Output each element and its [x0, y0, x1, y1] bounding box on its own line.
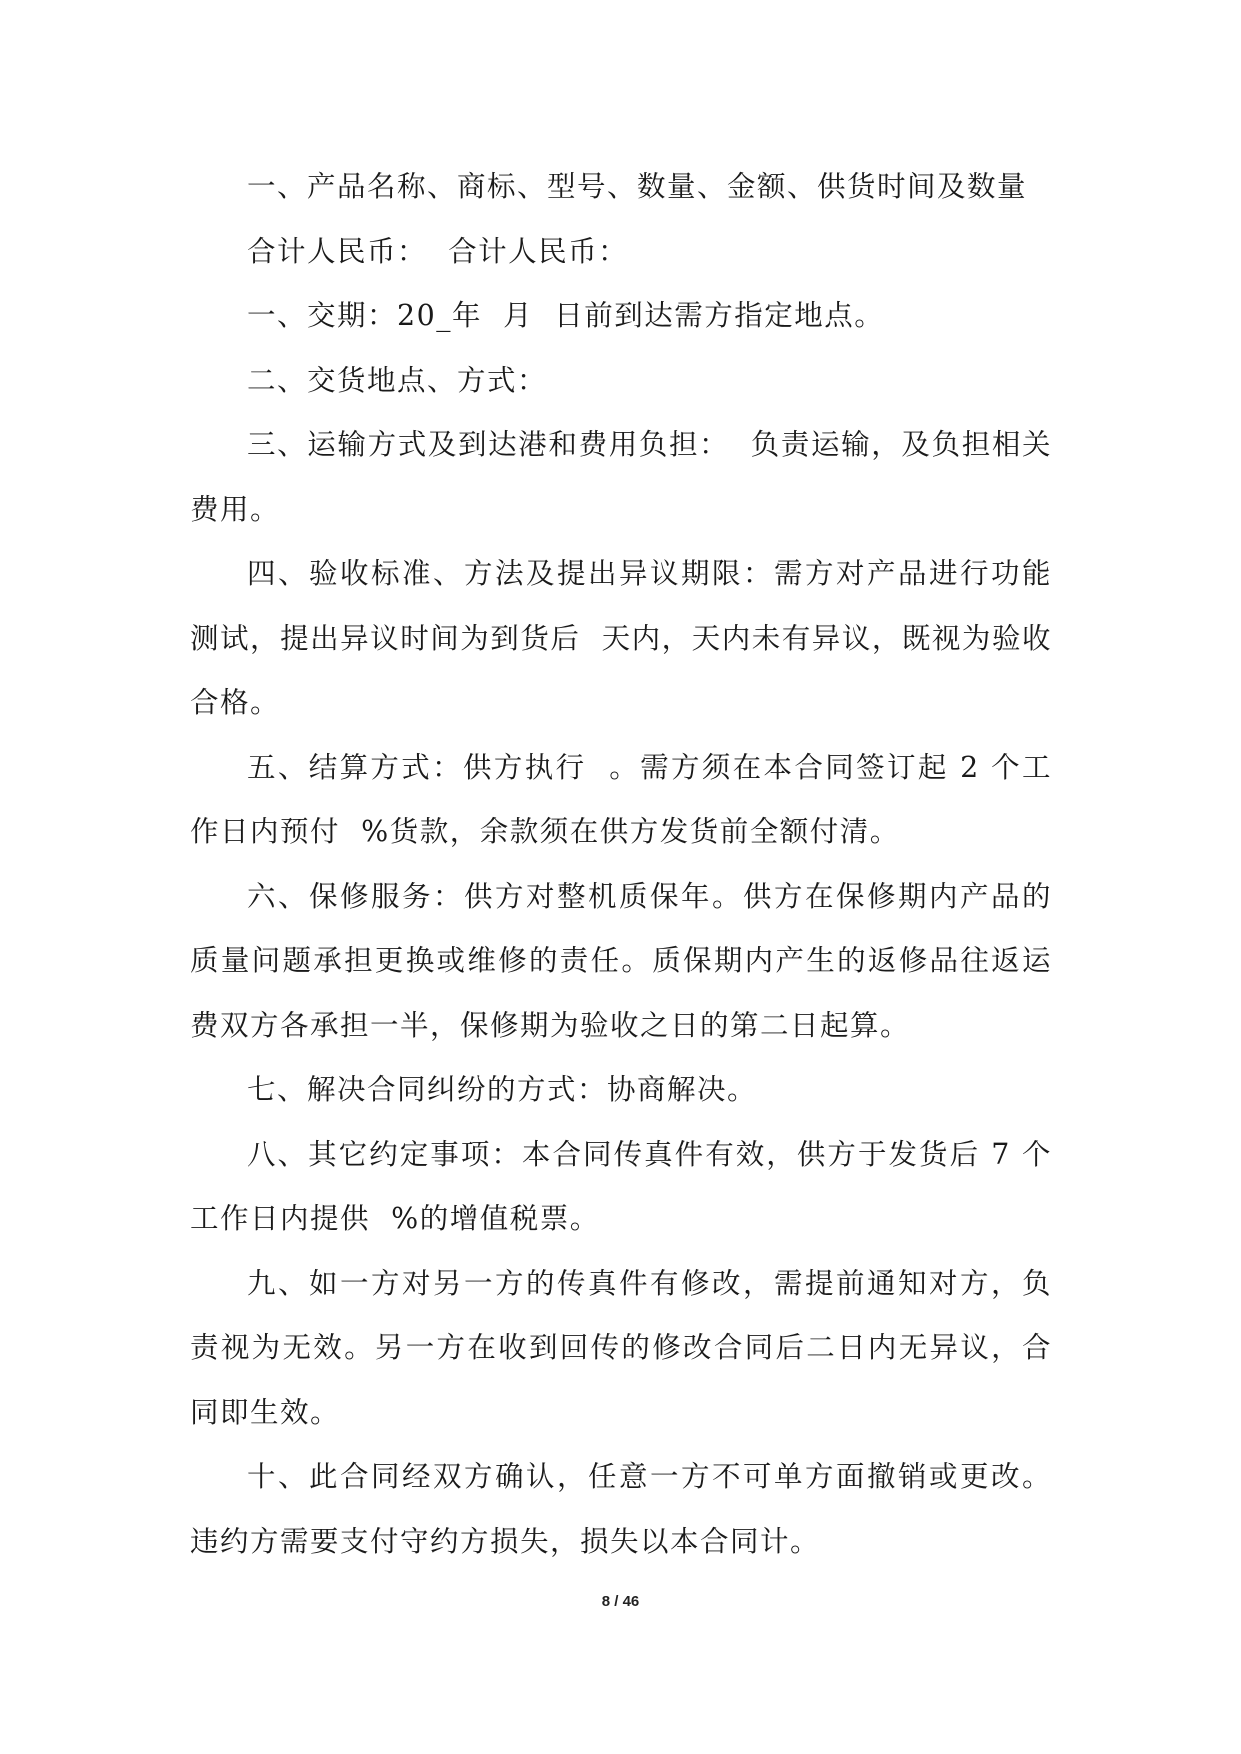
page-number: 8 / 46	[601, 1593, 640, 1610]
paragraph-acceptance: 四、验收标准、方法及提出异议期限：需方对产品进行功能测试，提出异议时间为到货后 天内，天内未有异议，既视为验收合格。	[190, 557, 1052, 719]
paragraph-delivery-place: 二、交货地点、方式：	[247, 363, 548, 397]
paragraph-product-info: 一、产品名称、商标、型号、数量、金额、供货时间及数量	[247, 170, 1028, 203]
paragraph-delivery-date: 一、交期：20_年 月 日前到达需方指定地点。	[247, 299, 885, 332]
paragraph-transport: 三、运输方式及到达港和费用负担： 负责运输，及负担相关费用。	[190, 428, 1052, 526]
document-body	[190, 155, 1052, 1574]
paragraph-confirmation: 十、此合同经双方确认，任意一方不可单方面撤销或更改。违约方需要支付守约方损失，损失以本合同计。	[190, 1460, 1052, 1558]
paragraph-fax-changes: 九、如一方对另一方的传真件有修改，需提前通知对方，负责视为无效。另一方在收到回传的修改合同后二日内无异议，合同即生效。	[190, 1266, 1052, 1429]
paragraph-total-rmb: 合计人民币： 合计人民币：	[247, 234, 629, 268]
paragraph-warranty: 六、保修服务：供方对整机质保年。供方在保修期内产品的质量问题承担更换或维修的责任。质保期内产生的返修品往返运费双方各承担一半，保修期为验收之日的第二日起算。	[190, 879, 1052, 1042]
paragraph-dispute: 七、解决合同纠纷的方式：协商解决。	[247, 1073, 758, 1106]
paragraph-settlement: 五、结算方式：供方执行 。需方须在本合同签订起 2 个工作日内预付 %货款，余款须在供方发货前全额付清。	[190, 750, 1052, 848]
paragraph-other-terms: 八、其它约定事项：本合同传真件有效，供方于发货后 7 个工作日内提供 %的增值税票。	[190, 1137, 1052, 1235]
